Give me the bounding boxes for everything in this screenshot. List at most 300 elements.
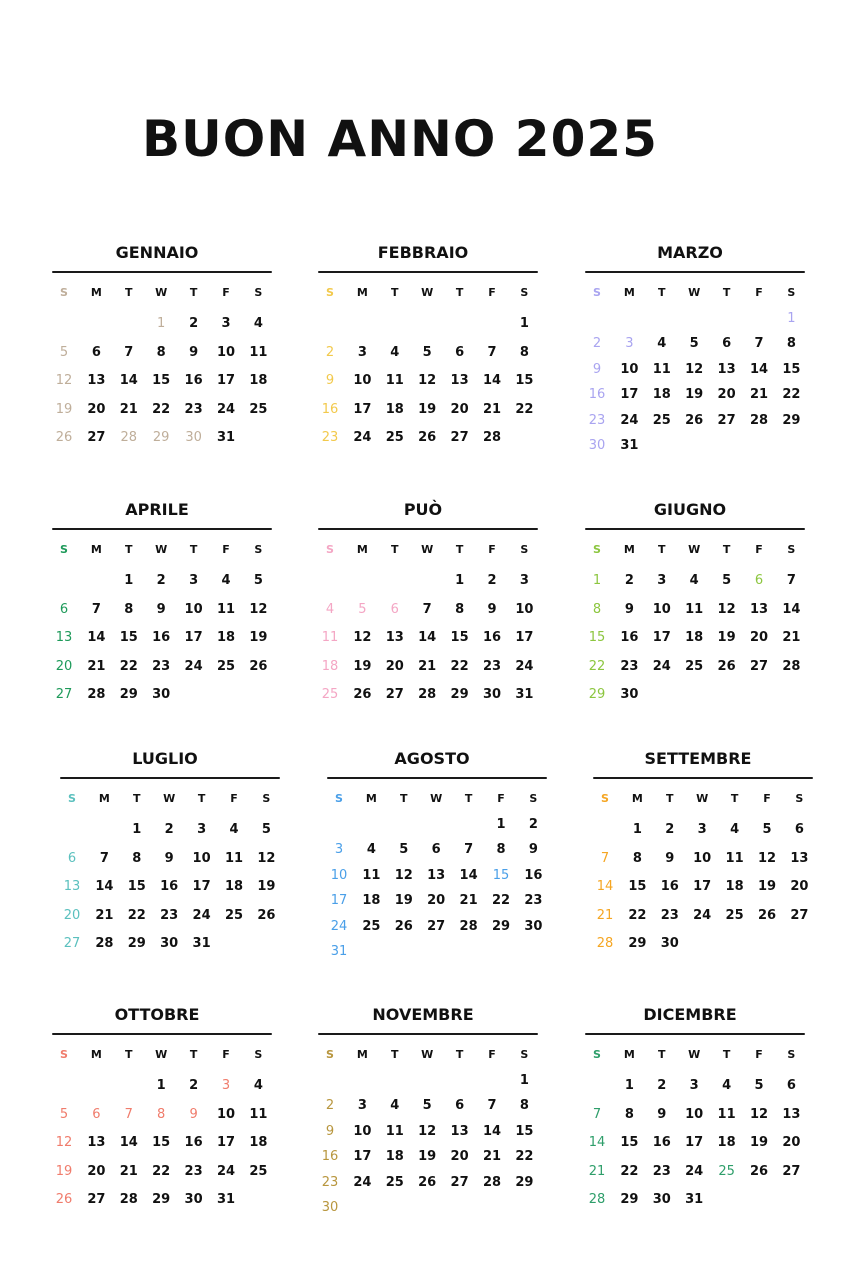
- day-cell[interactable]: 6: [455, 1098, 465, 1114]
- day-cell[interactable]: 23: [524, 893, 543, 909]
- day-cell[interactable]: 14: [459, 867, 478, 883]
- day-cell[interactable]: 14: [95, 879, 114, 895]
- day-cell[interactable]: 11: [685, 601, 704, 617]
- day-cell[interactable]: 15: [515, 373, 534, 389]
- day-cell[interactable]: 31: [685, 1192, 704, 1208]
- day-cell[interactable]: 16: [160, 879, 179, 895]
- day-cell[interactable]: 23: [184, 1163, 203, 1179]
- day-cell[interactable]: 12: [394, 867, 413, 883]
- day-cell[interactable]: 17: [620, 387, 639, 403]
- day-cell[interactable]: 22: [127, 907, 146, 923]
- day-cell[interactable]: 27: [87, 430, 106, 446]
- day-cell[interactable]: 29: [515, 1174, 534, 1190]
- day-cell[interactable]: 25: [224, 907, 244, 923]
- day-cell[interactable]: 4: [253, 316, 263, 331]
- day-cell[interactable]: 4: [229, 822, 239, 837]
- day-cell[interactable]: 15: [515, 1123, 534, 1139]
- day-cell[interactable]: 19: [353, 658, 372, 674]
- day-cell[interactable]: 22: [491, 893, 511, 909]
- day-cell[interactable]: 3: [357, 1098, 367, 1114]
- day-cell[interactable]: 19: [249, 630, 268, 646]
- day-cell[interactable]: 9: [657, 1106, 667, 1122]
- day-cell[interactable]: 28: [482, 430, 502, 446]
- day-cell[interactable]: 12: [418, 1123, 437, 1139]
- day-cell[interactable]: 13: [749, 601, 769, 617]
- day-cell[interactable]: 6: [431, 842, 441, 858]
- day-cell[interactable]: 18: [385, 1149, 404, 1165]
- day-cell[interactable]: 13: [790, 850, 809, 866]
- day-cell[interactable]: 30: [652, 1192, 671, 1208]
- day-cell[interactable]: 11: [321, 630, 339, 646]
- day-cell[interactable]: 19: [418, 401, 437, 417]
- day-cell[interactable]: 14: [87, 630, 106, 646]
- day-cell[interactable]: 5: [59, 1106, 69, 1122]
- day-cell[interactable]: 23: [588, 412, 606, 428]
- day-cell[interactable]: 16: [321, 1149, 339, 1165]
- day-cell[interactable]: 25: [718, 1163, 735, 1179]
- day-cell[interactable]: 9: [624, 601, 634, 617]
- day-cell[interactable]: 24: [685, 1163, 704, 1179]
- day-cell[interactable]: 22: [588, 658, 606, 674]
- day-cell[interactable]: 20: [790, 879, 809, 895]
- day-cell[interactable]: 28: [95, 936, 114, 952]
- day-cell[interactable]: 21: [749, 387, 769, 403]
- day-cell[interactable]: 17: [330, 893, 348, 909]
- day-cell[interactable]: 27: [87, 1192, 106, 1208]
- day-cell[interactable]: 22: [119, 658, 138, 674]
- day-cell[interactable]: 14: [418, 630, 437, 646]
- day-cell[interactable]: 2: [189, 1078, 199, 1093]
- day-cell[interactable]: 11: [216, 601, 236, 617]
- day-cell[interactable]: 28: [482, 1174, 502, 1190]
- day-cell[interactable]: 31: [515, 687, 534, 703]
- day-cell[interactable]: 12: [685, 361, 704, 377]
- day-cell[interactable]: 15: [127, 879, 146, 895]
- day-cell[interactable]: 26: [394, 918, 413, 934]
- day-cell[interactable]: 28: [749, 412, 769, 428]
- day-cell[interactable]: 9: [325, 1123, 335, 1139]
- day-cell[interactable]: 2: [325, 344, 335, 360]
- day-cell[interactable]: 15: [152, 373, 171, 389]
- day-cell[interactable]: 28: [120, 430, 138, 446]
- day-cell[interactable]: 30: [185, 430, 202, 446]
- day-cell[interactable]: 20: [717, 387, 736, 403]
- day-cell[interactable]: 8: [519, 344, 529, 360]
- day-cell[interactable]: 18: [224, 879, 244, 895]
- day-cell[interactable]: 5: [253, 573, 263, 588]
- day-cell[interactable]: 9: [156, 601, 166, 617]
- day-cell[interactable]: 2: [189, 316, 199, 331]
- day-cell[interactable]: 7: [754, 336, 764, 352]
- day-cell[interactable]: 20: [427, 893, 446, 909]
- day-cell[interactable]: 22: [628, 907, 647, 923]
- day-cell[interactable]: 29: [588, 687, 606, 703]
- day-cell[interactable]: 29: [450, 687, 469, 703]
- day-cell[interactable]: 7: [487, 1098, 497, 1114]
- day-cell[interactable]: 1: [592, 573, 602, 588]
- day-cell[interactable]: 31: [216, 430, 236, 446]
- day-cell[interactable]: 17: [192, 879, 211, 895]
- day-cell[interactable]: 20: [87, 401, 106, 417]
- day-cell[interactable]: 17: [353, 1149, 372, 1165]
- day-cell[interactable]: 10: [353, 1123, 372, 1139]
- day-cell[interactable]: 26: [353, 687, 372, 703]
- day-cell[interactable]: 14: [749, 361, 769, 377]
- day-cell[interactable]: 17: [353, 401, 372, 417]
- day-cell[interactable]: 28: [459, 918, 478, 934]
- day-cell[interactable]: 24: [353, 1174, 372, 1190]
- day-cell[interactable]: 29: [620, 1192, 639, 1208]
- day-cell[interactable]: 28: [782, 658, 801, 674]
- day-cell[interactable]: 26: [55, 430, 73, 446]
- day-cell[interactable]: 25: [249, 401, 268, 417]
- day-cell[interactable]: 2: [487, 573, 497, 588]
- day-cell[interactable]: 28: [119, 1192, 138, 1208]
- day-cell[interactable]: 22: [450, 658, 469, 674]
- day-cell[interactable]: 31: [330, 944, 348, 959]
- day-cell[interactable]: 16: [321, 401, 339, 417]
- day-cell[interactable]: 10: [216, 344, 236, 360]
- day-cell[interactable]: 26: [685, 412, 704, 428]
- day-cell[interactable]: 21: [482, 401, 502, 417]
- day-cell[interactable]: 22: [515, 1149, 534, 1165]
- day-cell[interactable]: 23: [152, 658, 171, 674]
- day-cell[interactable]: 22: [620, 1163, 639, 1179]
- day-cell[interactable]: 30: [184, 1192, 203, 1208]
- day-cell[interactable]: 27: [749, 658, 769, 674]
- day-cell[interactable]: 2: [657, 1078, 667, 1093]
- day-cell[interactable]: 4: [253, 1078, 263, 1093]
- day-cell[interactable]: 22: [782, 387, 801, 403]
- day-cell[interactable]: 20: [782, 1135, 801, 1151]
- day-cell[interactable]: 4: [221, 573, 231, 588]
- day-cell[interactable]: 10: [330, 867, 348, 883]
- day-cell[interactable]: 16: [660, 879, 679, 895]
- day-cell[interactable]: 16: [588, 387, 606, 403]
- day-cell[interactable]: 25: [685, 658, 704, 674]
- day-cell[interactable]: 5: [762, 822, 772, 837]
- day-cell[interactable]: 3: [625, 336, 634, 352]
- day-cell[interactable]: 21: [418, 658, 437, 674]
- day-cell[interactable]: 6: [786, 1078, 796, 1093]
- day-cell[interactable]: 10: [216, 1106, 236, 1122]
- day-cell[interactable]: 2: [528, 817, 538, 832]
- day-cell[interactable]: 2: [665, 822, 675, 837]
- day-cell[interactable]: 7: [600, 850, 610, 866]
- day-cell[interactable]: 15: [152, 1135, 171, 1151]
- day-cell[interactable]: 31: [620, 438, 639, 453]
- day-cell[interactable]: 7: [422, 601, 432, 617]
- day-cell[interactable]: 16: [620, 630, 639, 646]
- day-cell[interactable]: 4: [390, 344, 400, 360]
- day-cell[interactable]: 9: [189, 344, 199, 360]
- day-cell[interactable]: 27: [385, 687, 404, 703]
- day-cell[interactable]: 14: [588, 1135, 606, 1151]
- day-cell[interactable]: 28: [87, 687, 106, 703]
- day-cell[interactable]: 16: [184, 373, 203, 389]
- day-cell[interactable]: 20: [385, 658, 404, 674]
- day-cell[interactable]: 11: [224, 850, 244, 866]
- day-cell[interactable]: 24: [330, 918, 348, 934]
- day-cell[interactable]: 8: [592, 601, 602, 617]
- day-cell[interactable]: 18: [385, 401, 404, 417]
- day-cell[interactable]: 19: [55, 1163, 73, 1179]
- day-cell[interactable]: 22: [515, 401, 534, 417]
- day-cell[interactable]: 3: [357, 344, 367, 360]
- day-cell[interactable]: 10: [685, 1106, 704, 1122]
- day-cell[interactable]: 18: [321, 658, 339, 674]
- day-cell[interactable]: 9: [487, 601, 497, 617]
- day-cell[interactable]: 5: [399, 842, 409, 858]
- day-cell[interactable]: 10: [693, 850, 712, 866]
- day-cell[interactable]: 21: [95, 907, 114, 923]
- day-cell[interactable]: 13: [385, 630, 404, 646]
- day-cell[interactable]: 13: [450, 373, 469, 389]
- day-cell[interactable]: 18: [249, 1135, 268, 1151]
- day-cell[interactable]: 12: [249, 601, 268, 617]
- day-cell[interactable]: 25: [216, 658, 236, 674]
- day-cell[interactable]: 29: [628, 936, 647, 952]
- day-cell[interactable]: 8: [786, 336, 796, 352]
- day-cell[interactable]: 29: [119, 687, 138, 703]
- day-cell[interactable]: 17: [184, 630, 203, 646]
- day-cell[interactable]: 30: [160, 936, 179, 952]
- day-cell[interactable]: 20: [63, 907, 81, 923]
- day-cell[interactable]: 15: [588, 630, 606, 646]
- day-cell[interactable]: 23: [482, 658, 502, 674]
- day-cell[interactable]: 9: [325, 373, 335, 389]
- day-cell[interactable]: 25: [385, 430, 404, 446]
- day-cell[interactable]: 25: [725, 907, 744, 923]
- day-cell[interactable]: 11: [385, 373, 404, 389]
- day-cell[interactable]: 29: [782, 412, 801, 428]
- day-cell[interactable]: 11: [717, 1106, 736, 1122]
- day-cell[interactable]: 9: [665, 850, 675, 866]
- day-cell[interactable]: 6: [91, 344, 101, 360]
- day-cell[interactable]: 27: [717, 412, 736, 428]
- day-cell[interactable]: 16: [184, 1135, 203, 1151]
- day-cell[interactable]: 26: [418, 1174, 437, 1190]
- day-cell[interactable]: 5: [261, 822, 271, 837]
- day-cell[interactable]: 7: [592, 1106, 602, 1122]
- day-cell[interactable]: 2: [624, 573, 634, 588]
- day-cell[interactable]: 1: [156, 1078, 166, 1093]
- day-cell[interactable]: 12: [757, 850, 777, 866]
- day-cell[interactable]: 28: [588, 1192, 606, 1208]
- day-cell[interactable]: 16: [482, 630, 502, 646]
- day-cell[interactable]: 5: [689, 336, 699, 352]
- day-cell[interactable]: 12: [55, 1135, 73, 1151]
- day-cell[interactable]: 22: [152, 401, 171, 417]
- day-cell[interactable]: 6: [754, 573, 764, 588]
- day-cell[interactable]: 2: [156, 573, 166, 588]
- day-cell[interactable]: 5: [358, 601, 367, 617]
- day-cell[interactable]: 5: [59, 344, 69, 360]
- day-cell[interactable]: 1: [124, 573, 134, 588]
- day-cell[interactable]: 30: [524, 918, 543, 934]
- day-cell[interactable]: 12: [257, 850, 276, 866]
- day-cell[interactable]: 11: [362, 867, 381, 883]
- day-cell[interactable]: 20: [55, 658, 73, 674]
- day-cell[interactable]: 14: [119, 1135, 138, 1151]
- day-cell[interactable]: 24: [620, 412, 639, 428]
- day-cell[interactable]: 3: [221, 1078, 231, 1093]
- day-cell[interactable]: 17: [652, 630, 671, 646]
- day-cell[interactable]: 5: [422, 344, 432, 360]
- day-cell[interactable]: 27: [450, 430, 469, 446]
- day-cell[interactable]: 6: [67, 850, 77, 866]
- day-cell[interactable]: 19: [717, 630, 736, 646]
- day-cell[interactable]: 10: [192, 850, 211, 866]
- day-cell[interactable]: 27: [427, 918, 446, 934]
- day-cell[interactable]: 21: [119, 401, 138, 417]
- day-cell[interactable]: 21: [482, 1149, 502, 1165]
- day-cell[interactable]: 3: [697, 822, 707, 837]
- day-cell[interactable]: 26: [418, 430, 437, 446]
- day-cell[interactable]: 13: [87, 373, 106, 389]
- day-cell[interactable]: 8: [132, 850, 142, 866]
- day-cell[interactable]: 4: [657, 336, 667, 352]
- day-cell[interactable]: 10: [515, 601, 534, 617]
- day-cell[interactable]: 2: [164, 822, 174, 837]
- day-cell[interactable]: 18: [725, 879, 744, 895]
- day-cell[interactable]: 12: [55, 373, 73, 389]
- day-cell[interactable]: 7: [99, 850, 109, 866]
- day-cell[interactable]: 11: [385, 1123, 404, 1139]
- day-cell[interactable]: 26: [249, 658, 268, 674]
- day-cell[interactable]: 13: [782, 1106, 801, 1122]
- day-cell[interactable]: 13: [87, 1135, 106, 1151]
- day-cell[interactable]: 30: [321, 1200, 339, 1215]
- day-cell[interactable]: 25: [321, 687, 339, 703]
- day-cell[interactable]: 8: [632, 850, 642, 866]
- day-cell[interactable]: 8: [124, 601, 134, 617]
- day-cell[interactable]: 20: [749, 630, 769, 646]
- day-cell[interactable]: 25: [249, 1163, 268, 1179]
- day-cell[interactable]: 22: [152, 1163, 171, 1179]
- day-cell[interactable]: 6: [722, 336, 732, 352]
- day-cell[interactable]: 9: [164, 850, 174, 866]
- day-cell[interactable]: 24: [216, 401, 236, 417]
- day-cell[interactable]: 30: [620, 687, 639, 703]
- day-cell[interactable]: 18: [249, 373, 268, 389]
- day-cell[interactable]: 4: [689, 573, 699, 588]
- day-cell[interactable]: 26: [757, 907, 777, 923]
- day-cell[interactable]: 4: [730, 822, 740, 837]
- day-cell[interactable]: 2: [592, 336, 602, 352]
- day-cell[interactable]: 11: [249, 1106, 268, 1122]
- day-cell[interactable]: 16: [652, 1135, 671, 1151]
- day-cell[interactable]: 18: [652, 387, 671, 403]
- day-cell[interactable]: 11: [652, 361, 671, 377]
- day-cell[interactable]: 8: [156, 344, 166, 360]
- day-cell[interactable]: 5: [422, 1098, 432, 1114]
- day-cell[interactable]: 1: [787, 311, 796, 326]
- day-cell[interactable]: 5: [722, 573, 732, 588]
- day-cell[interactable]: 7: [91, 601, 101, 617]
- day-cell[interactable]: 14: [482, 373, 502, 389]
- day-cell[interactable]: 20: [450, 401, 469, 417]
- day-cell[interactable]: 31: [216, 1192, 236, 1208]
- day-cell[interactable]: 5: [754, 1078, 764, 1093]
- day-cell[interactable]: 29: [127, 936, 146, 952]
- day-cell[interactable]: 11: [725, 850, 744, 866]
- day-cell[interactable]: 19: [685, 387, 704, 403]
- day-cell[interactable]: 28: [596, 936, 614, 952]
- day-cell[interactable]: 31: [192, 936, 211, 952]
- day-cell[interactable]: 7: [464, 842, 474, 858]
- day-cell[interactable]: 12: [353, 630, 372, 646]
- day-cell[interactable]: 12: [418, 373, 437, 389]
- day-cell[interactable]: 6: [92, 1106, 101, 1122]
- day-cell[interactable]: 27: [55, 687, 73, 703]
- day-cell[interactable]: 24: [184, 658, 203, 674]
- day-cell[interactable]: 29: [152, 1192, 171, 1208]
- day-cell[interactable]: 18: [717, 1135, 736, 1151]
- day-cell[interactable]: 21: [459, 893, 478, 909]
- day-cell[interactable]: 25: [362, 918, 381, 934]
- day-cell[interactable]: 13: [450, 1123, 469, 1139]
- day-cell[interactable]: 17: [515, 630, 534, 646]
- day-cell[interactable]: 21: [782, 630, 801, 646]
- day-cell[interactable]: 3: [689, 1078, 699, 1093]
- day-cell[interactable]: 7: [124, 1106, 133, 1122]
- day-cell[interactable]: 14: [482, 1123, 502, 1139]
- day-cell[interactable]: 2: [325, 1098, 335, 1114]
- day-cell[interactable]: 8: [496, 842, 506, 858]
- day-cell[interactable]: 15: [628, 879, 647, 895]
- day-cell[interactable]: 14: [596, 879, 614, 895]
- day-cell[interactable]: 18: [216, 630, 236, 646]
- day-cell[interactable]: 20: [87, 1163, 106, 1179]
- day-cell[interactable]: 13: [427, 867, 446, 883]
- day-cell[interactable]: 1: [519, 1073, 529, 1088]
- day-cell[interactable]: 15: [782, 361, 801, 377]
- day-cell[interactable]: 24: [192, 907, 211, 923]
- day-cell[interactable]: 14: [119, 373, 138, 389]
- day-cell[interactable]: 25: [385, 1174, 404, 1190]
- day-cell[interactable]: 7: [487, 344, 497, 360]
- day-cell[interactable]: 26: [749, 1163, 769, 1179]
- day-cell[interactable]: 24: [353, 430, 372, 446]
- day-cell[interactable]: 6: [794, 822, 804, 837]
- day-cell[interactable]: 9: [592, 361, 602, 377]
- day-cell[interactable]: 19: [55, 401, 73, 417]
- day-cell[interactable]: 23: [184, 401, 203, 417]
- day-cell[interactable]: 30: [152, 687, 171, 703]
- day-cell[interactable]: 24: [515, 658, 534, 674]
- day-cell[interactable]: 9: [528, 842, 538, 858]
- day-cell[interactable]: 15: [119, 630, 138, 646]
- day-cell[interactable]: 8: [624, 1106, 634, 1122]
- day-cell[interactable]: 12: [749, 1106, 769, 1122]
- day-cell[interactable]: 3: [197, 822, 207, 837]
- day-cell[interactable]: 30: [482, 687, 502, 703]
- day-cell[interactable]: 24: [652, 658, 671, 674]
- day-cell[interactable]: 6: [59, 601, 69, 617]
- day-cell[interactable]: 7: [786, 573, 796, 588]
- day-cell[interactable]: 23: [652, 1163, 671, 1179]
- day-cell[interactable]: 26: [717, 658, 736, 674]
- day-cell[interactable]: 3: [657, 573, 667, 588]
- day-cell[interactable]: 26: [55, 1192, 73, 1208]
- day-cell[interactable]: 21: [596, 907, 614, 923]
- day-cell[interactable]: 17: [216, 1135, 236, 1151]
- day-cell[interactable]: 9: [189, 1106, 198, 1122]
- day-cell[interactable]: 15: [620, 1135, 639, 1151]
- day-cell[interactable]: 19: [418, 1149, 437, 1165]
- day-cell[interactable]: 17: [685, 1135, 704, 1151]
